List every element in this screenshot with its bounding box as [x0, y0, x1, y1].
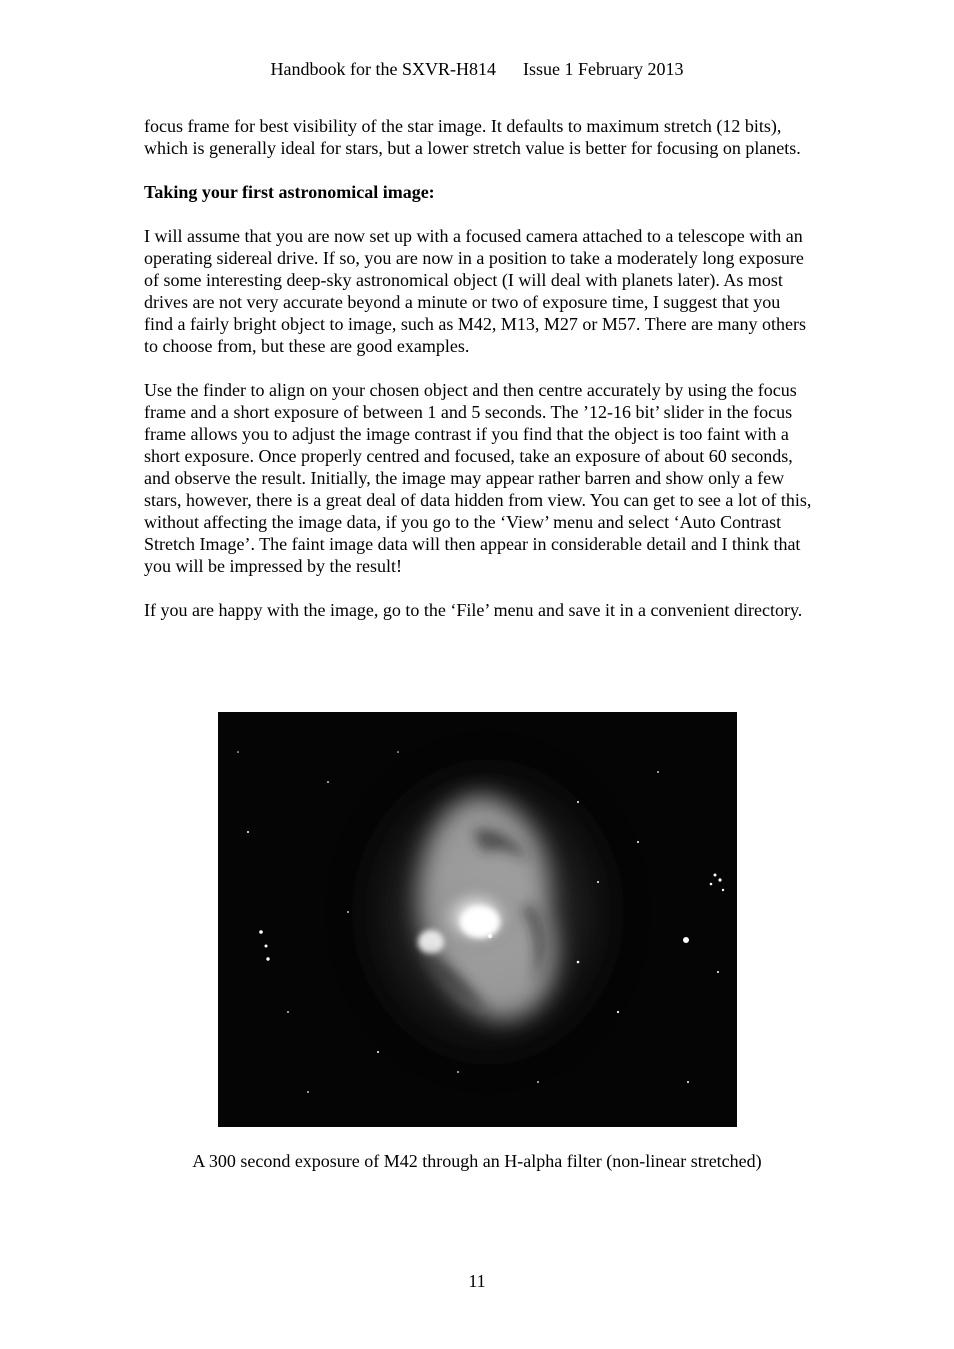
section-heading: Taking your first astronomical image: [144, 182, 435, 202]
figure-caption: A 300 second exposure of M42 through an H-alpha filter (non-linear stretched) [192, 1151, 762, 1171]
nebula-image [218, 712, 737, 1127]
paragraph-intro: focus frame for best visibility of the star image. It defaults to maximum stretch (12 bits), which is generally ideal for stars, but a lower stretch value is better for focusing on planets. [144, 116, 801, 158]
header-issue: Issue 1 February 2013 [523, 59, 684, 79]
body-text [144, 115, 812, 643]
paragraph-2: Use the finder to align on your chosen object and then centre accurately by using the focus frame and a short exposure of between 1 and 5 seconds. The ’12-16 bit’ slider in the focus frame allows you to adjust the image contrast if you find that the object is too faint with a short exposure. Once properly centred and focused, take an exposure of about 60 seconds, and observe the result. Initially, the image may appear rather barren and show only a few stars, however, there is a great deal of data hidden from view. You can get to see a lot of this, without affecting the image data, if you go to the ‘View’ menu and select ‘Auto Contrast Stretch Image’. The faint image data will then appear in considerable detail and I think that you will be impressed by the result! [144, 380, 812, 576]
page-header [0, 58, 954, 80]
paragraph-1: I will assume that you are now set up with a focused camera attached to a telescope with an operating sidereal drive. If so, you are now in a position to take a moderately long exposure of some interesting deep-sky astronomical object (I will deal with planets later). As most drives are not very accurate beyond a minute or two of exposure time, I suggest that you find a fairly bright object to image, such as M42, M13, M27 or M57. There are many others to choose from, but these are good examples. [144, 226, 807, 356]
page-number: 11 [468, 1271, 486, 1291]
header-title: Handbook for the SXVR-H814 [270, 59, 496, 79]
paragraph-3: If you are happy with the image, go to the ‘File’ menu and save it in a convenient directory. [144, 600, 803, 620]
nebula-illustration [218, 712, 737, 1127]
